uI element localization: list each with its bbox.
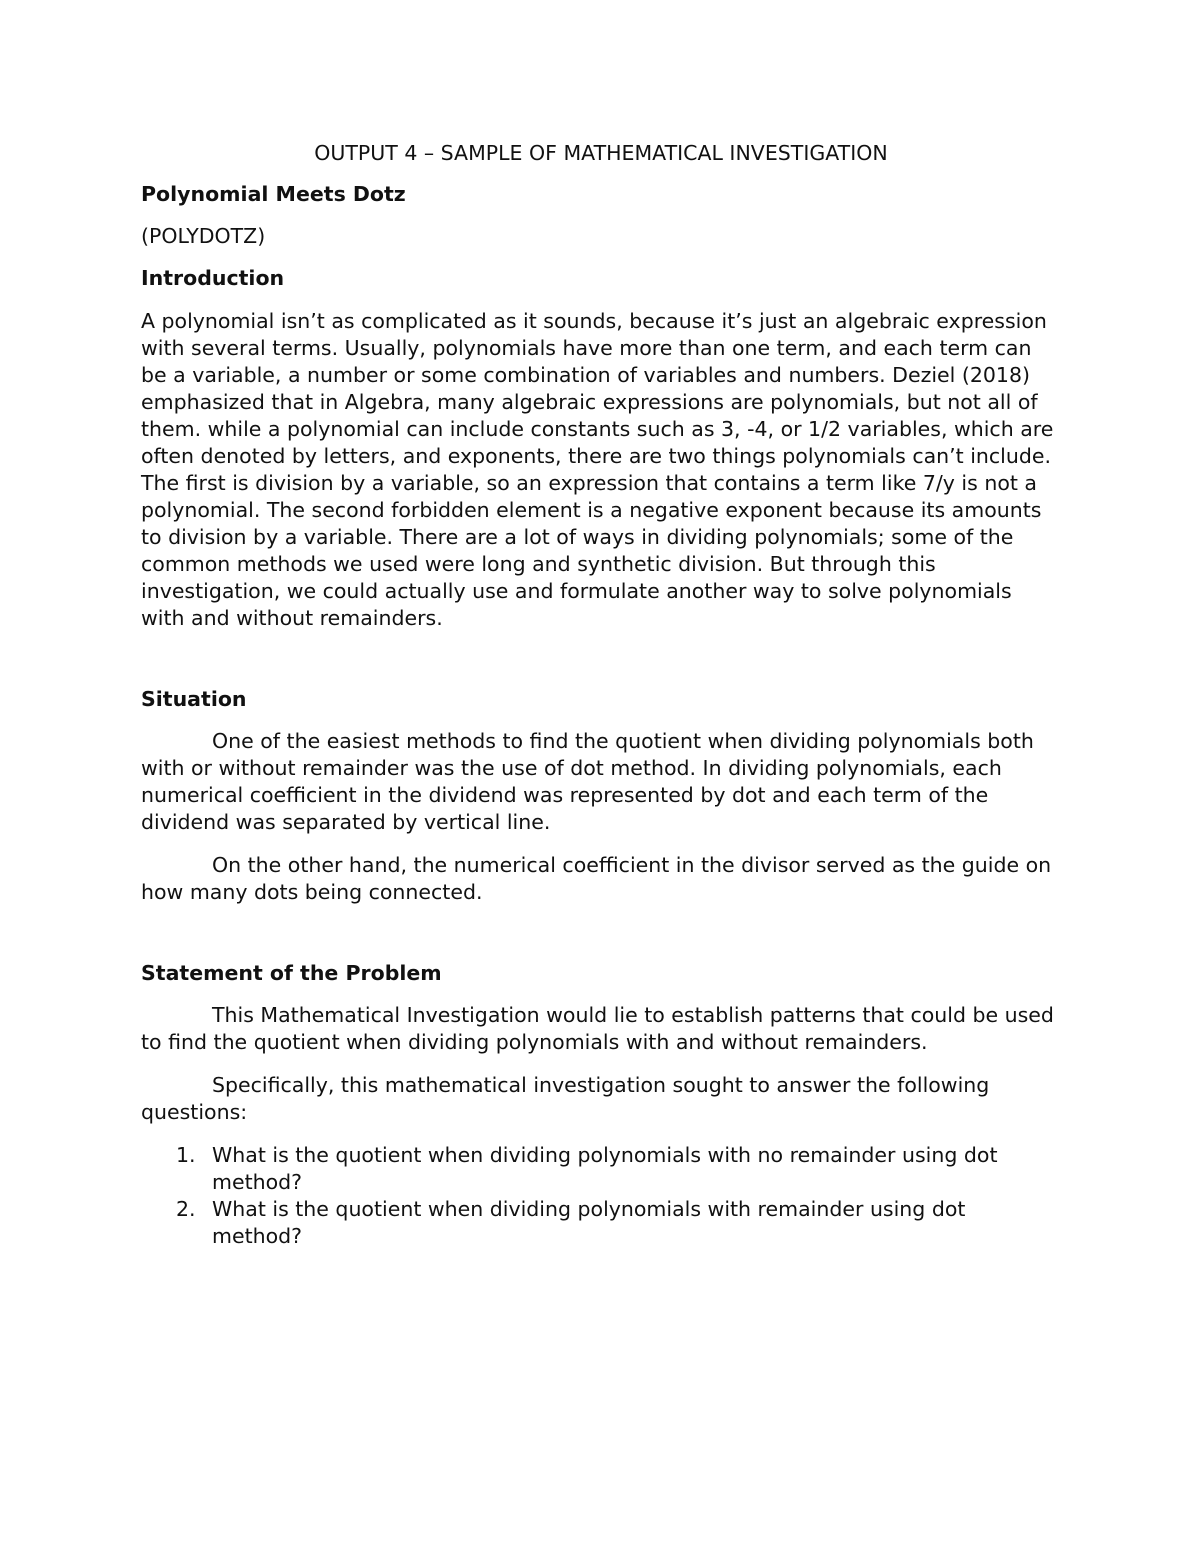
question-number: 1. xyxy=(176,1143,196,1167)
situation-paragraph-1: One of the easiest methods to find the quotient when dividing polynomials both with or without remainder was the use of dot method. In dividing polynomials, each numerical coefficient in the dividend was represented by dot and each term of the dividend was separated by vertical line. xyxy=(141,729,1034,834)
problem-paragraph-2: Specifically, this mathematical investigation sought to answer the following questions: xyxy=(141,1073,990,1124)
document-title: OUTPUT 4 – SAMPLE OF MATHEMATICAL INVESTIGATION xyxy=(314,141,888,165)
question-number: 2. xyxy=(176,1197,196,1221)
situation-paragraph-2: On the other hand, the numerical coefficient in the divisor served as the guide on how many dots being connected. xyxy=(141,853,1052,904)
problem-heading: Statement of the Problem xyxy=(141,961,442,985)
question-text: What is the quotient when dividing polynomials with remainder using dot method? xyxy=(212,1197,966,1248)
questions-list xyxy=(141,1142,1061,1250)
section-spacer xyxy=(141,632,1061,686)
document-subtitle: Polynomial Meets Dotz xyxy=(141,182,406,206)
list-item xyxy=(141,1142,1061,1196)
situation-heading: Situation xyxy=(141,687,247,711)
list-item xyxy=(141,1196,1061,1250)
introduction-paragraph: A polynomial isn’t as complicated as it sounds, because it’s just an algebraic expression with several terms. Usually, polynomials have more than one term, and each term can be a variable, a number or some combination of variables and numbers. Deziel (2018) emphasized that in Algebra, many algebraic expressions are polynomials, but not all of them. while a polynomial can include constants such as 3, -4, or 1/2 variables, which are often denoted by letters, and exponents, there are two things polynomials can’t include. The first is division by a variable, so an expression that contains a term like 7/y is not a polynomial. The second forbidden element is a negative exponent because its amounts to division by a variable. There are a lot of ways in dividing polynomials; some of the common methods we used were long and synthetic division. But through this investigation, we could actually use and formulate another way to solve polynomials with and without remainders. xyxy=(141,309,1054,630)
problem-paragraph-1: This Mathematical Investigation would lie to establish patterns that could be used to find the quotient when dividing polynomials with and without remainders. xyxy=(141,1003,1054,1054)
section-spacer xyxy=(141,906,1061,960)
introduction-heading: Introduction xyxy=(141,266,285,290)
question-text: What is the quotient when dividing polynomials with no remainder using dot method? xyxy=(212,1143,998,1194)
document-page xyxy=(141,140,1061,1250)
document-short-title: (POLYDOTZ) xyxy=(141,224,266,248)
